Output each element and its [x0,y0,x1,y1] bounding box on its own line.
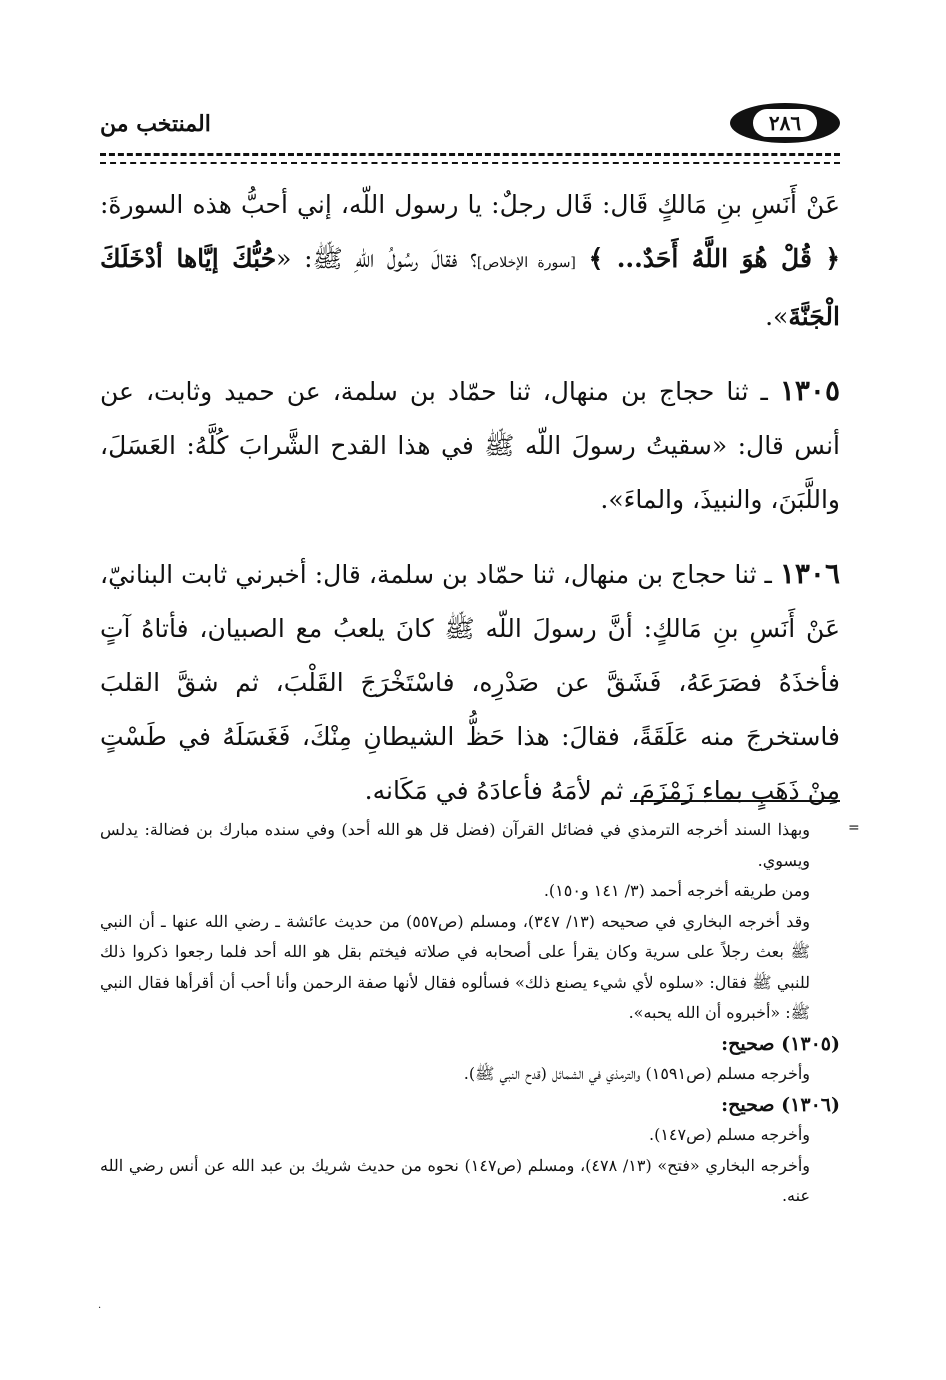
main-text [100,178,840,838]
hadith-saying: حُبُّكَ إيَّاها أدْخَلَكَ الْجَنَّةَ [100,244,840,331]
intro-text: عَنْ أَنَسِ بنِ مَالكٍ قَال: قَال رجلٌ: يا رسول اللّه، إني أحبُّ هذه السورةَ: [100,190,840,219]
footnote-heading-1306: (١٣٠٦) صحيح: [721,1093,840,1116]
paragraph-hadith-intro [100,178,840,344]
footnote-line: وقد أخرجه البخاري في صحيحه (١٣/ ٣٤٧)، ومسلم (ص٥٥٧) من حديث عائشة ـ رضي الله عنها ـ أن النبي ﷺ بعث رجلاً على سرية وكان يقرأ على أصحابه في صلاته فيختم بقل هو الله أحد فلما رجعوا ذكروا ذلك للنبي ﷺ فقال: «سلوه لأي شيء يصنع ذلك» فسألوه فقال لأنها صفة الرحمن وأنا أحب أن أقرأها فقال النبي ﷺ: «أخبروه أن الله يحبه». [100,911,810,1022]
quran-verse: ﴿ قُلْ هُوَ اللَّهُ أَحَدٌ... ﴾ [588,244,840,273]
hadith-text: ـ ثنا حجاج بن منهال، ثنا حمّاد بن سلمة، عن حميد وثابت، عن أنس قال: «سقيتُ رسولَ اللّه ﷺ في هذا القدح الشَّرابَ كُلَّهُ: العَسَلَ، واللَّبَنَ، والنبيذَ، والماءَ». [100,377,840,514]
hadith-number: ١٣٠٦ [779,557,840,590]
header-divider [100,153,840,164]
footnote-separator [630,800,840,802]
footnote-line: ومن طريقه أخرجه أحمد (٣/ ١٤١ و١٥٠). [543,881,810,900]
footnote-line: وأخرجه مسلم (ص١٥٩١) والترمذي في الشمائل (قدح النبي ﷺ). [463,1064,810,1083]
stray-dot: . [98,1300,102,1311]
page-header [100,95,840,150]
margin-mark: = [848,820,860,836]
hadith-number: ١٣٠٥ [779,374,840,407]
footnotes [100,815,840,1212]
footnote-heading-1305: (١٣٠٥) صحيح: [721,1032,840,1055]
hadith-text: ـ ثنا حجاج بن منهال، ثنا حمّاد بن سلمة، قال: أخبرني ثابت البنانيّ، عَنْ أَنَسِ بنِ مَالكٍ: أنَّ رسولَ اللّه ﷺ كانَ يلعبُ مع الصبيان، فأتاهُ آتٍ فأخذَهُ فصَرَعَهُ، فَشَقَّ عن صَدْرِه، فاسْتَخْرَجَ القَلْبَ، ثم شقَّ القلبَ فاستخرجَ منه عَلَقَةً، فقالَ: هذا حَظُّ الشيطانِ مِنْكَ، فَغَسَلَهُ في طَسْتٍ مِنْ ذَهَبٍ بماءِ زَمْزَمَ، ثم لأمَهُ فأعادَهُ في مَكَانه. [100,560,840,805]
intro-close: ». [765,302,789,331]
footnote-line: وأخرجه مسلم (ص١٤٧). [648,1125,810,1144]
paragraph-hadith-1305 [100,364,840,527]
running-title: المنتخب من [100,111,211,137]
page-number-badge [730,103,840,143]
sura-reference: [سورة الإخلاص] [476,255,576,271]
footnote-line: وبهذا السند أخرجه الترمذي في فضائل القرآن (فضل قل هو الله أحد) وفي سنده مبارك بن فضالة: يدلس ويسوي. [100,820,810,870]
footnote-line: وأخرجه البخاري «فتح» (١٣/ ٤٧٨)، ومسلم (ص١٤٧) نحوه من حديث شريك بن عبد الله عن أنس رضي الله عنه. [100,1155,811,1205]
page-number: ٢٨٦ [753,109,817,137]
intro-after: ؟ فقالَ رسُولُ اللّهِ ﷺ: « [276,244,477,273]
paragraph-hadith-1306 [100,547,840,818]
